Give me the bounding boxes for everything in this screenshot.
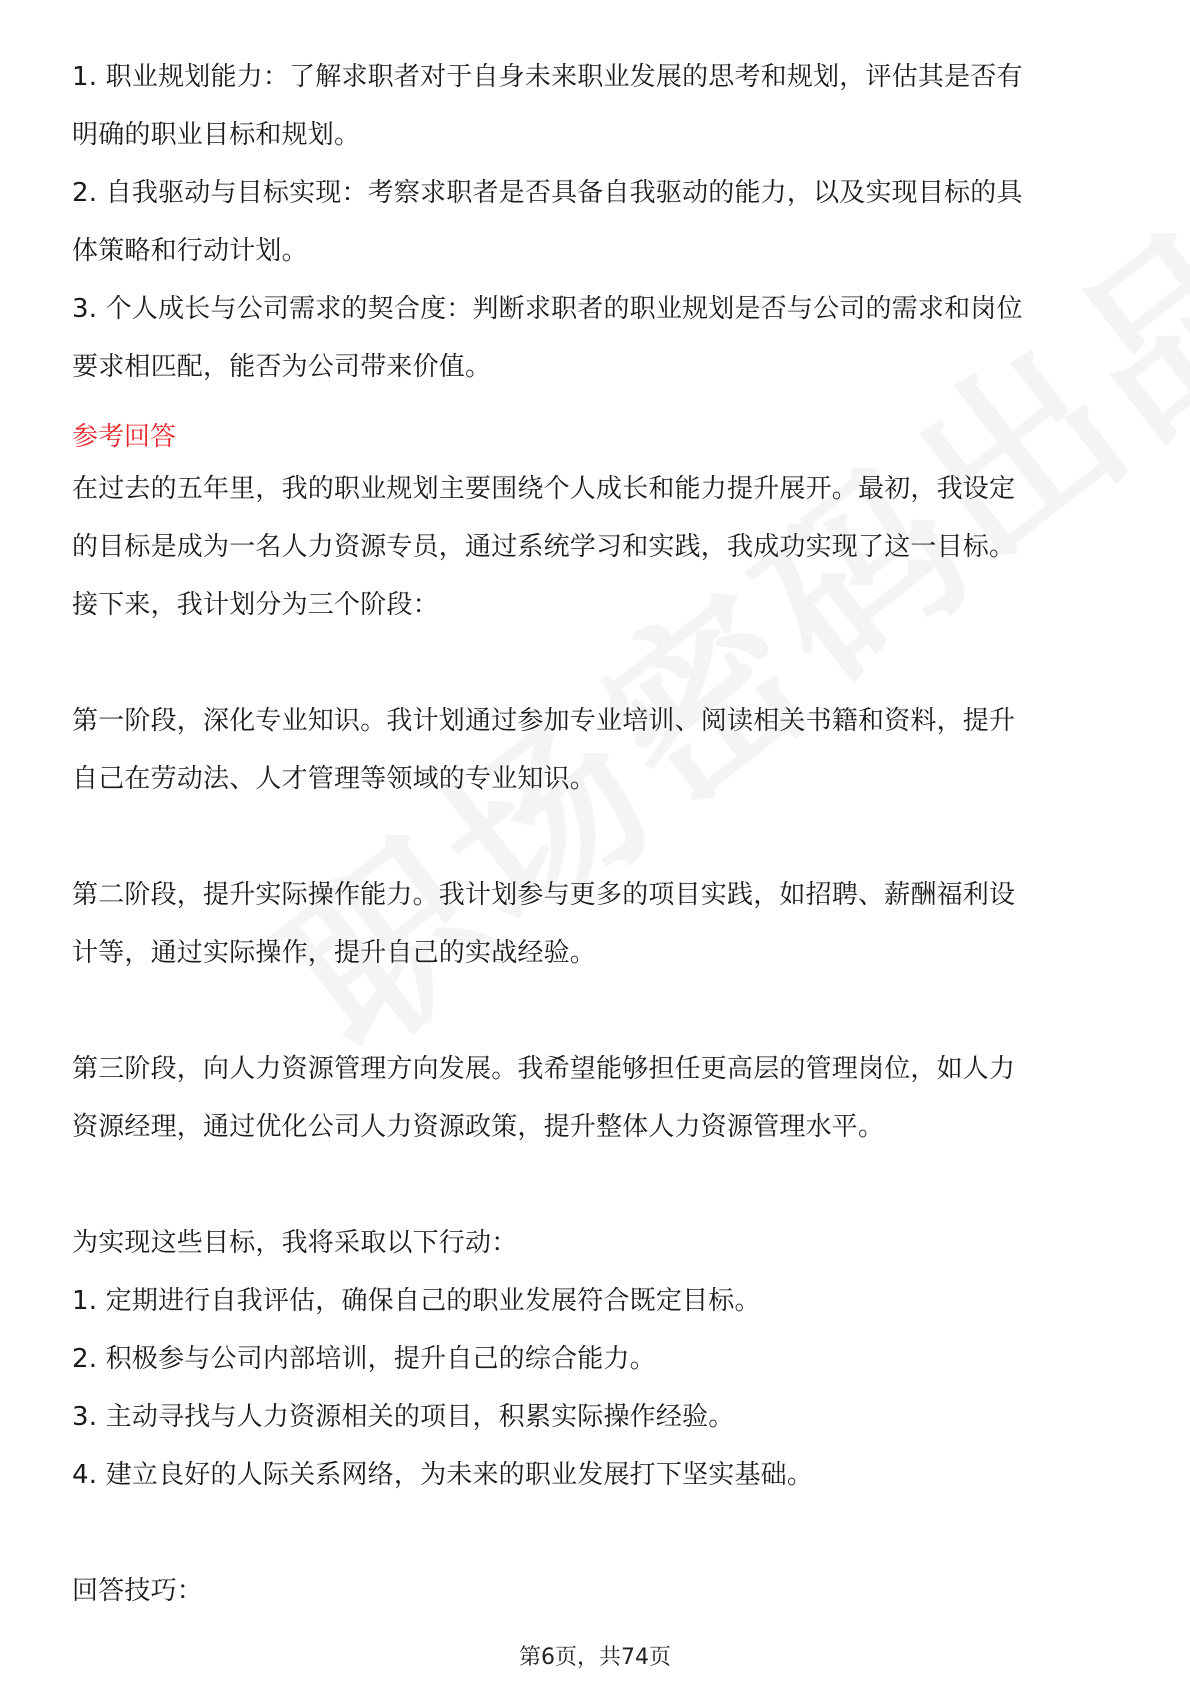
- spacer: [72, 808, 1122, 866]
- criteria-line: 体策略和行动计划。: [72, 236, 308, 266]
- action-item: 1. 定期进行自我评估，确保自己的职业发展符合既定目标。: [72, 1286, 761, 1316]
- spacer: [72, 982, 1122, 1040]
- criteria-line: 3. 个人成长与公司需求的契合度：判断求职者的职业规划是否与公司的需求和岗位: [72, 294, 1023, 324]
- tips-heading: 回答技巧：: [72, 1576, 204, 1606]
- stage2-paragraph: [72, 866, 1122, 982]
- criteria-line: 明确的职业目标和规划。: [72, 120, 361, 150]
- paragraph-line: 的目标是成为一名人力资源专员，通过系统学习和实践，我成功实现了这一目标。: [72, 532, 1016, 562]
- paragraph-line: 在过去的五年里，我的职业规划主要围绕个人成长和能力提升展开。最初，我设定: [72, 474, 1016, 504]
- spacer: [72, 1156, 1122, 1214]
- spacer: [72, 1504, 1122, 1562]
- criteria-line: 要求相匹配，能否为公司带来价值。: [72, 352, 492, 382]
- reference-answer-heading: 参考回答: [72, 422, 177, 452]
- action-item: 4. 建立良好的人际关系网络，为未来的职业发展打下坚实基础。: [72, 1460, 814, 1490]
- action-item: 3. 主动寻找与人力资源相关的项目，积累实际操作经验。: [72, 1402, 735, 1432]
- paragraph-line: 第三阶段，向人力资源管理方向发展。我希望能够担任更高层的管理岗位，如人力: [72, 1054, 1016, 1084]
- criteria-line: 2. 自我驱动与目标实现：考察求职者是否具备自我驱动的能力，以及实现目标的具: [72, 178, 1023, 208]
- paragraph-line: 计等，通过实际操作，提升自己的实战经验。: [72, 938, 597, 968]
- page-number: 第6页，共74页: [519, 1645, 671, 1670]
- criteria-list: [72, 48, 1122, 396]
- paragraph-line: 第一阶段，深化专业知识。我计划通过参加专业培训、阅读相关书籍和资料，提升: [72, 706, 1016, 736]
- paragraph-line: 自己在劳动法、人才管理等领域的专业知识。: [72, 764, 597, 794]
- stage1-paragraph: [72, 692, 1122, 808]
- action-item: 2. 积极参与公司内部培训，提升自己的综合能力。: [72, 1344, 656, 1374]
- document-page: [72, 48, 1122, 1620]
- intro-paragraph: [72, 460, 1122, 634]
- paragraph-line: 第二阶段，提升实际操作能力。我计划参与更多的项目实践，如招聘、薪酬福利设: [72, 880, 1016, 910]
- actions-intro: 为实现这些目标，我将采取以下行动：: [72, 1228, 518, 1258]
- criteria-line: 1. 职业规划能力：了解求职者对于自身未来职业发展的思考和规划，评估其是否有: [72, 62, 1023, 92]
- paragraph-line: 资源经理，通过优化公司人力资源政策，提升整体人力资源管理水平。: [72, 1112, 885, 1142]
- spacer: [72, 634, 1122, 692]
- paragraph-line: 接下来，我计划分为三个阶段：: [72, 590, 439, 620]
- stage3-paragraph: [72, 1040, 1122, 1156]
- actions-list: [72, 1272, 1122, 1504]
